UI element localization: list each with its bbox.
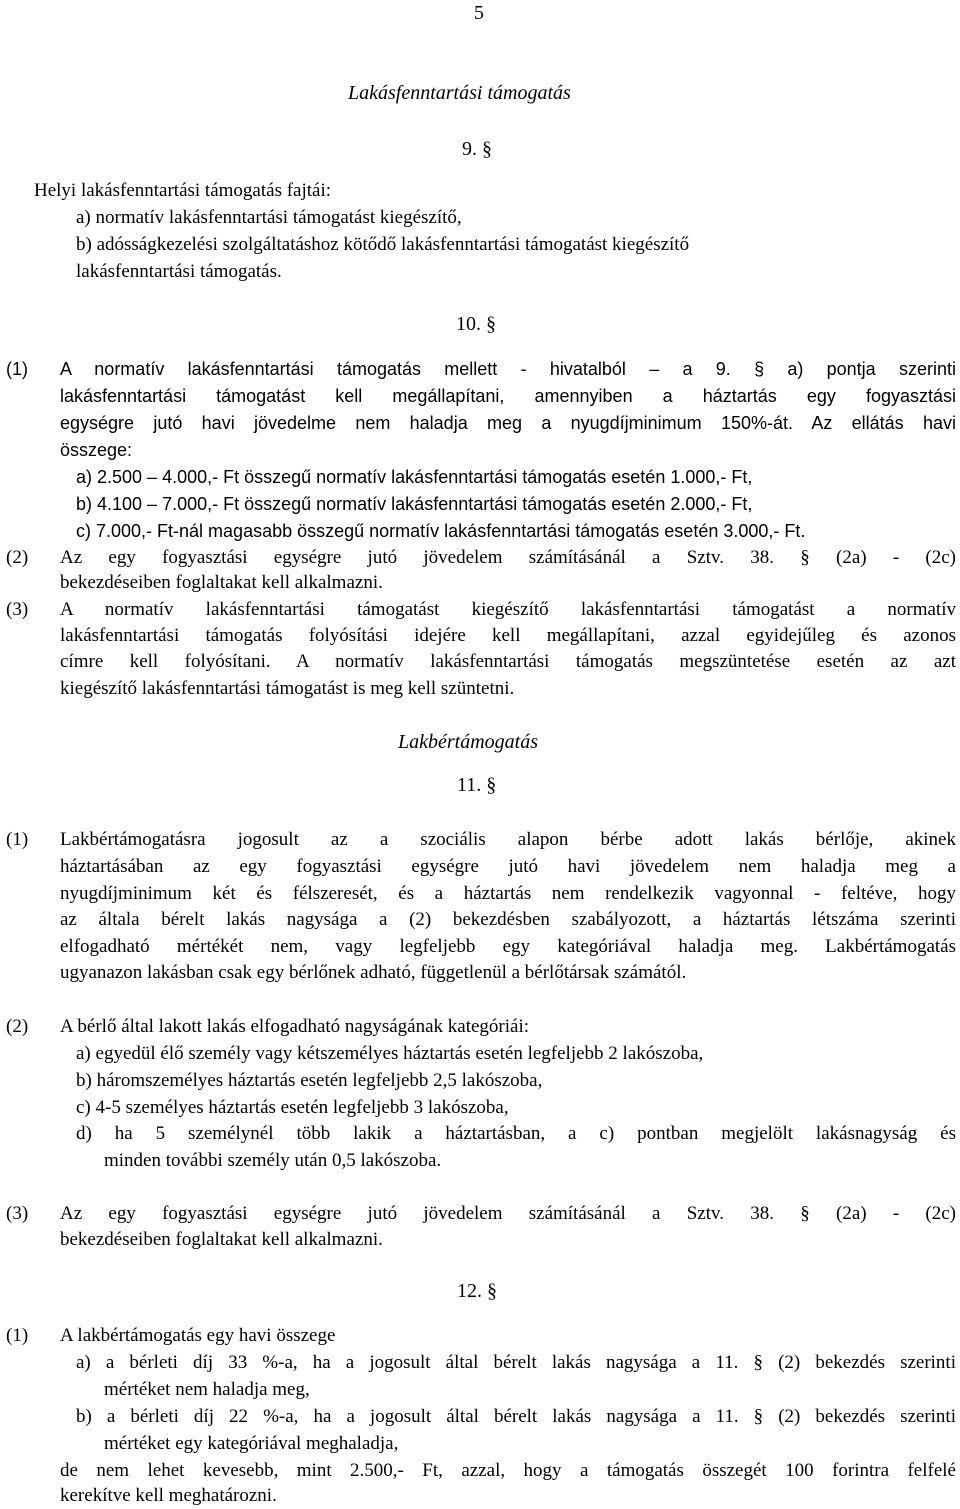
s12-para-1-label: (1) — [6, 1325, 29, 1346]
s9-item-b: b) adósságkezelési szolgáltatáshoz kötődő lakásfenntartási támogatást kiegészítő — [76, 234, 690, 255]
s10-para-1-line: lakásfenntartási támogatást kell megállapítani, amennyiben a háztartás egy fogyasztási — [60, 386, 956, 406]
s9-item-b-cont: lakásfenntartási támogatás. — [76, 261, 282, 282]
s12-item-a: a) a bérleti díj 33 %-a, ha a jogosult által bérelt lakás nagysága a 11. § (2) bekezdés szerinti — [76, 1352, 956, 1373]
s10-para-1-line: A normatív lakásfenntartási támogatás mellett - hivatalból – a 9. § a) pontja szerinti — [60, 359, 956, 379]
s9-intro: Helyi lakásfenntartási támogatás fajtái: — [34, 180, 332, 201]
s11-item-d-cont: minden további személy után 0,5 lakószoba. — [104, 1150, 442, 1171]
s10-para-3-line: címre kell folyósítani. A normatív lakásfenntartási támogatás megszüntetése esetén az azt — [60, 651, 956, 672]
section-number-10: 10. § — [456, 313, 496, 335]
s11-para-3-line: bekezdéseiben foglaltakat kell alkalmazni. — [60, 1229, 383, 1250]
s10-para-1-label: (1) — [6, 359, 28, 379]
s11-para-1-line: az általa bérelt lakás nagysága a (2) bekezdésben szabályozott, a háztartás létszáma szerinti — [60, 909, 956, 930]
s12-para-1-line: de nem lehet kevesebb, mint 2.500,- Ft, azzal, hogy a támogatás összegét 100 forintra felfelé — [60, 1460, 956, 1481]
s11-item-b: b) háromszemélyes háztartás esetén legfeljebb 2,5 lakószoba, — [76, 1070, 543, 1091]
s12-item-a-cont: mértéket nem haladja meg, — [104, 1379, 310, 1400]
s12-para-1-line: A lakbértámogatás egy havi összege — [60, 1325, 336, 1346]
s11-para-1-label: (1) — [6, 829, 29, 850]
s10-item-a: a) 2.500 – 4.000,- Ft összegű normatív lakásfenntartási támogatás esetén 1.000,- Ft, — [76, 467, 753, 487]
s10-para-2-line: bekezdéseiben foglaltakat kell alkalmazni. — [60, 572, 383, 593]
s12-para-1-line: kerekítve kell meghatározni. — [60, 1485, 277, 1506]
s10-para-2-label: (2) — [6, 547, 29, 568]
s10-para-3-line: lakásfenntartási támogatás folyósítási idejére kell megállapítani, azzal egyidejűleg és azonos — [60, 625, 956, 646]
s11-para-3-label: (3) — [6, 1203, 29, 1224]
s11-para-2-label: (2) — [6, 1016, 29, 1037]
s11-para-2-line: A bérlő által lakott lakás elfogadható nagyságának kategóriái: — [60, 1016, 530, 1037]
s11-para-1-line: nyugdíjminimum két és félszeresét, és a háztartás nem rendelkezik vagyonnal - feltéve, hogy — [60, 883, 956, 904]
s10-para-2-line: Az egy fogyasztási egységre jutó jövedelem számításánál a Sztv. 38. § (2a) - (2c) — [60, 547, 956, 568]
s10-para-1-line: egységre jutó havi jövedelme nem haladja meg a nyugdíjminimum 150%-át. Az ellátás havi — [60, 413, 956, 433]
s10-para-3-line: kiegészítő lakásfenntartási támogatást is meg kell szüntetni. — [60, 678, 515, 699]
s12-item-b-cont: mértéket egy kategóriával meghaladja, — [104, 1433, 399, 1454]
section-number-9: 9. § — [462, 138, 492, 160]
s11-para-1-line: Lakbértámogatásra jogosult az a szociális alapon bérbe adott lakás bérlője, akinek — [60, 829, 956, 850]
s12-item-b: b) a bérleti díj 22 %-a, ha a jogosult által bérelt lakás nagysága a 11. § (2) bekezdés szerinti — [76, 1406, 956, 1427]
s11-item-c: c) 4-5 személyes háztartás esetén legfeljebb 3 lakószoba, — [76, 1097, 509, 1118]
s11-para-3-line: Az egy fogyasztási egységre jutó jövedelem számításánál a Sztv. 38. § (2a) - (2c) — [60, 1203, 956, 1224]
s11-para-1-line: háztartásában az egy fogyasztási egységre jutó havi jövedelem nem haladja meg a — [60, 856, 956, 877]
s11-item-d: d) ha 5 személynél több lakik a háztartásban, a c) pontban megjelölt lakásnagyság és — [76, 1123, 956, 1144]
section-title-housing-support: Lakásfenntartási támogatás — [348, 82, 571, 104]
page-number: 5 — [474, 2, 484, 24]
s9-item-a: a) normatív lakásfenntartási támogatást kiegészítő, — [76, 207, 462, 228]
s10-para-3-line: A normatív lakásfenntartási támogatást kiegészítő lakásfenntartási támogatást a normatív — [60, 599, 956, 620]
s11-item-a: a) egyedül élő személy vagy kétszemélyes háztartás esetén legfeljebb 2 lakószoba, — [76, 1043, 704, 1064]
s10-para-3-label: (3) — [6, 599, 29, 620]
s10-para-1-line: összege: — [60, 440, 133, 460]
section-title-rent-support: Lakbértámogatás — [398, 731, 538, 753]
s10-item-c: c) 7.000,- Ft-nál magasabb összegű normatív lakásfenntartási támogatás esetén 3.000,- Ft. — [76, 521, 806, 541]
s11-para-1-line: elfogadható mértékét nem, vagy legfeljebb egy kategóriával haladja meg. Lakbértámogatás — [60, 936, 956, 957]
section-number-12: 12. § — [457, 1280, 497, 1302]
s10-item-b: b) 4.100 – 7.000,- Ft összegű normatív lakásfenntartási támogatás esetén 2.000,- Ft, — [76, 494, 753, 514]
s11-para-1-line: ugyanazon lakásban csak egy bérlőnek adható, függetlenül a bérlőtársak számától. — [60, 962, 687, 983]
section-number-11: 11. § — [457, 774, 497, 796]
